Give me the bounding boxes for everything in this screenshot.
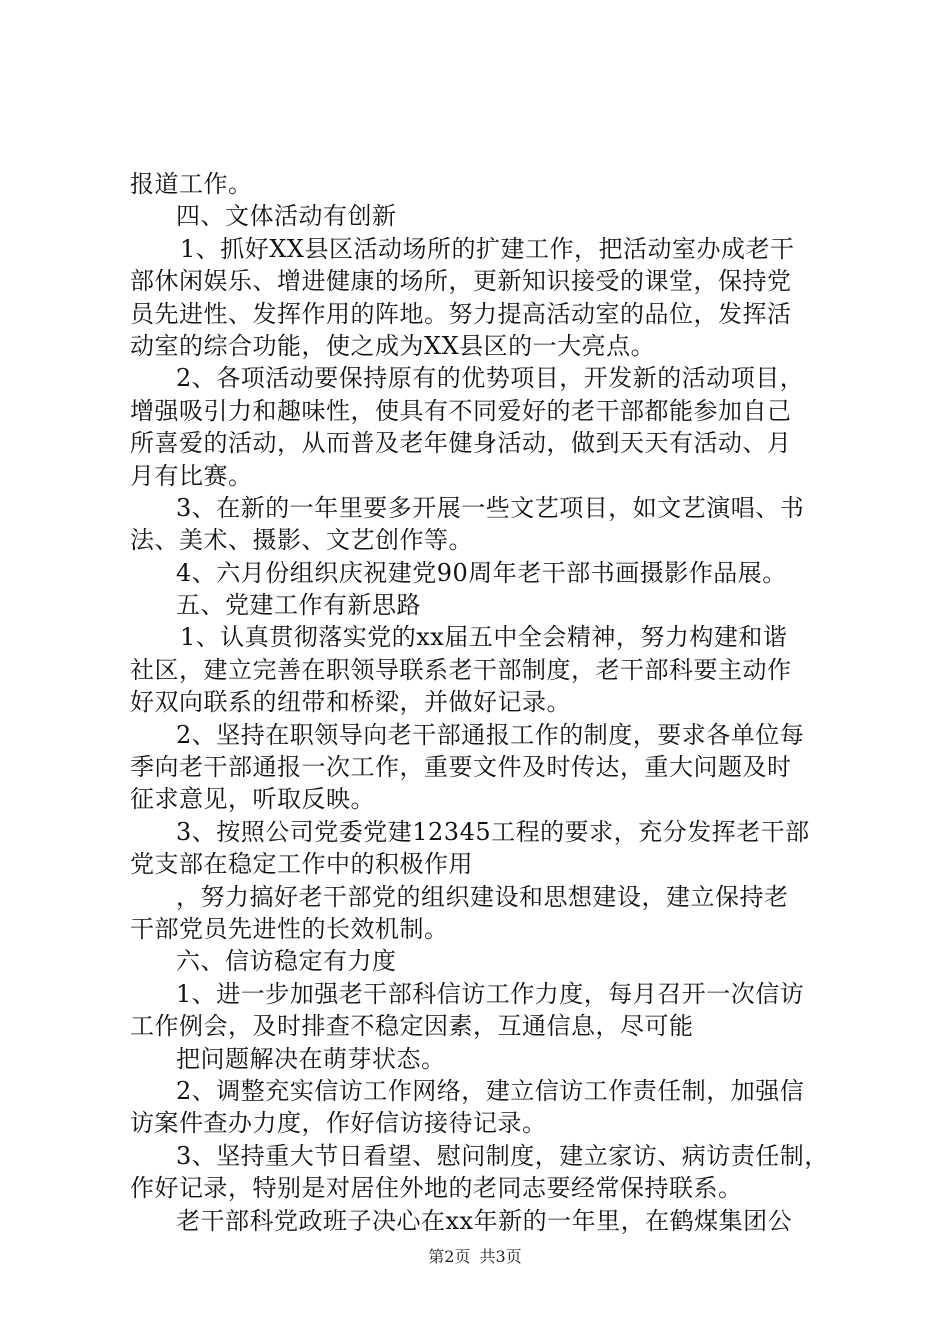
section-heading: 六、信访稳定有力度 — [176, 947, 397, 976]
text-line: 2、坚持在职领导向老干部通报工作的制度，要求各单位每 — [176, 720, 805, 749]
text-line: 征求意见，听取反映。 — [130, 785, 375, 814]
text-line: 季向老干部通报一次工作，重要文件及时传达，重大问题及时 — [130, 753, 792, 782]
page-number: 第2页 — [428, 1247, 471, 1266]
text-line: ，努力搞好老干部党的组织建设和思想建设，建立保持老 — [176, 882, 789, 911]
text-line: 3、按照公司党委党建12345工程的要求，充分发挥老干部 — [176, 817, 810, 846]
text-line: 好双向联系的纽带和桥梁，并做好记录。 — [130, 688, 571, 717]
text-line: 所喜爱的活动，从而普及老年健身活动，做到天天有活动、月 — [130, 429, 792, 458]
text-line: 3、在新的一年里要多开展一些文艺项目，如文艺演唱、书 — [176, 493, 805, 522]
text-line: 1、进一步加强老干部科信访工作力度，每月召开一次信访 — [176, 979, 805, 1008]
text-line: 法、美术、摄影、文艺创作等。 — [130, 526, 473, 555]
text-line: 3、坚持重大节日看望、慰问制度，建立家访、病访责任制， — [176, 1141, 829, 1170]
text-line: 工作例会，及时排查不稳定因素，互通信息，尽可能 — [130, 1012, 694, 1041]
text-line: 增强吸引力和趣味性，使具有不同爱好的老干部都能参加自己 — [130, 396, 792, 425]
text-line: 2、各项活动要保持原有的优势项目，开发新的活动项目， — [176, 364, 805, 393]
text-line: 4、六月份组织庆祝建党90周年老干部书画摄影作品展。 — [176, 558, 787, 587]
text-line: 干部党员先进性的长效机制。 — [130, 914, 449, 943]
section-heading: 五、党建工作有新思路 — [176, 591, 421, 620]
text-line: 报道工作。 — [130, 170, 253, 198]
text-line: 访案件查办力度，作好信访接待记录。 — [130, 1109, 547, 1138]
page-total: 共3页 — [479, 1247, 522, 1266]
text-line: 老干部科党政班子决心在xx年新的一年里，在鹤煤集团公 — [176, 1206, 793, 1235]
text-line: 部休闲娱乐、增进健康的场所，更新知识接受的课堂，保持党 — [130, 267, 792, 296]
text-line: 员先进性、发挥作用的阵地。努力提高活动室的品位，发挥活 — [130, 299, 792, 328]
text-line: 党支部在稳定工作中的积极作用 — [130, 850, 473, 879]
document-body — [130, 168, 830, 1237]
text-line: 月有比赛。 — [130, 461, 253, 490]
text-line: 把问题解决在萌芽状态。 — [176, 1044, 446, 1073]
text-line: 2、调整充实信访工作网络，建立信访工作责任制，加强信 — [176, 1076, 805, 1105]
text-line: 作好记录，特别是对居住外地的老同志要经常保持联系。 — [130, 1174, 743, 1203]
page-footer — [0, 1244, 950, 1267]
text-line: 动室的综合功能，使之成为XX县区的一大亮点。 — [130, 331, 656, 360]
text-line: 1、抓好XX县区活动场所的扩建工作，把活动室办成老干 — [180, 234, 795, 263]
text-line: 1、认真贯彻落实党的xx届五中全会精神，努力构建和谐 — [180, 623, 788, 652]
text-line: 社区，建立完善在职领导联系老干部制度，老干部科要主动作 — [130, 655, 792, 684]
section-heading: 四、文体活动有创新 — [176, 202, 397, 231]
